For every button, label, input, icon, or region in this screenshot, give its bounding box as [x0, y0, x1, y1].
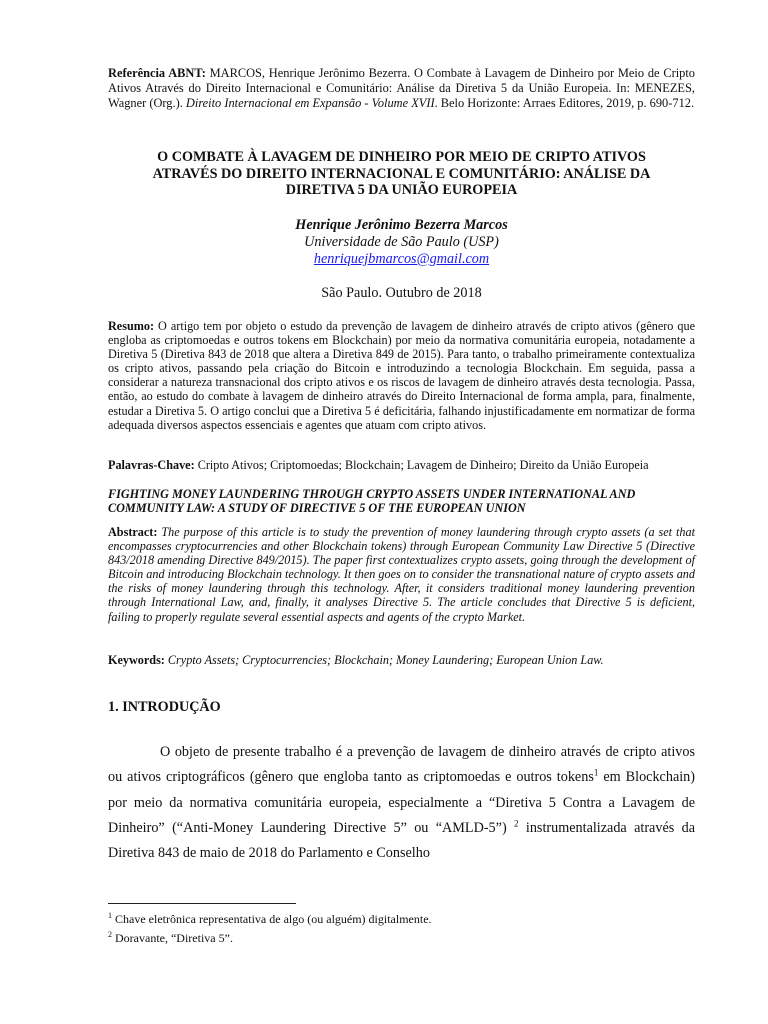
intro-text: O objeto de presente trabalho é a prevenção de lavagem de dinheiro através de cripto ativos ou ativos criptográficos (gênero que engloba tanto as criptomoedas e outros tokens [108, 744, 695, 786]
english-title-line: COMMUNITY LAW: A STUDY OF DIRECTIVE 5 OF THE EUROPEAN UNION [108, 500, 526, 515]
abnt-reference-publisher: . Belo Horizonte: Arraes Editores, 2019, p. 690-712. [434, 96, 695, 110]
intro-text: em Blockchain) por meio da normativa comunitária europeia, especialmente a “Diretiva 5 Contra a Lavagem de Dinheiro” (“Anti-Money Laundering Directive 5” ou “AMLD-5”) [108, 769, 696, 836]
abnt-reference-text: MARCOS, Henrique Jerônimo Bezerra. O Combate à Lavagem de Dinheiro por Meio de Cripto Ativos Através do Direito Internacional e Comunitário: Análise da Diretiva 5 da União Europeia. In: MENEZES, Wagner (Org.). [108, 66, 695, 110]
article-title-line: DIRETIVA 5 DA UNIÃO EUROPEIA [285, 182, 518, 198]
keywords-label: Keywords: [108, 653, 165, 667]
place-date: São Paulo. Outubro de 2018 [321, 285, 482, 301]
footnote-separator [108, 903, 296, 904]
footnote-number: 2 [108, 930, 112, 939]
author-name: Henrique Jerônimo Bezerra Marcos [295, 217, 508, 233]
resumo-text: O artigo tem por objeto o estudo da prevenção de lavagem de dinheiro através de cripto ativos (gênero que engloba as criptomoedas e outros tokens em Blockchain) por meio da normativa comunitária europeia, notadamente a Diretiva 5 (Diretiva 843 de 2018 que altera a Diretiva 849 de 2015). Para tanto, o trabalho primeiramente contextualiza os cripto ativos, passando pela criação do Bitcoin e introduzindo a tecnologia Blockchain. Em seguida, passa a considerar a natureza transnacional dos cripto ativos e os riscos de lavagem de dinheiro através desta tecnologia. Passa, então, ao estudo do combate à lavagem de dinheiro através do Direito Internacional de forma ampla, para, finalmente, estudar a Diretiva 5. O artigo conclui que a Diretiva 5 é deficitária, falhando injustificadamente em normatizar de forma adequada diversos aspectos essenciais e agentes que atuam com cripto ativos. [108, 319, 695, 432]
resumo-paragraph [108, 319, 695, 432]
palavras-chave-text: Cripto Ativos; Criptomoedas; Blockchain; Lavagem de Dinheiro; Direito da União Europeia [194, 458, 649, 472]
abnt-reference [108, 66, 695, 111]
abstract-label: Abstract: [108, 525, 158, 539]
footnote-ref-2[interactable]: 2 [514, 818, 519, 829]
footnote-text: Doravante, “Diretiva 5”. [112, 931, 233, 945]
palavras-chave-label: Palavras-Chave: [108, 458, 195, 472]
intro-text: instrumentalizada através da Diretiva 843 de maio de 2018 do Parlamento e Conselho [108, 819, 695, 862]
footnote-text: Chave eletrônica representativa de algo (ou alguém) digitalmente. [112, 912, 432, 926]
english-title-line: FIGHTING MONEY LAUNDERING THROUGH CRYPTO ASSETS UNDER INTERNATIONAL AND [108, 487, 636, 501]
author-email-link[interactable]: henriquejbmarcos@gmail.com [313, 251, 490, 267]
footnote-ref-1[interactable]: 1 [593, 767, 599, 778]
footnote [108, 908, 695, 927]
author-block [108, 217, 695, 268]
abstract-paragraph [108, 525, 695, 624]
footnotes [108, 908, 695, 946]
section-heading: 1. INTRODUÇÃO [108, 699, 221, 715]
keywords [108, 653, 695, 668]
article-title-line: ATRAVÉS DO DIREITO INTERNACIONAL E COMUNITÁRIO: ANÁLISE DA [152, 165, 651, 182]
resumo-label: Resumo: [108, 319, 155, 333]
english-title [108, 488, 695, 515]
author-institution: Universidade de São Paulo (USP) [304, 234, 499, 250]
footnote [108, 927, 695, 946]
intro-paragraph [108, 740, 695, 866]
abnt-reference-book-title: Direito Internacional em Expansão - Volume XVII [185, 96, 435, 110]
abnt-reference-label: Referência ABNT: [108, 66, 206, 80]
footnote-number: 1 [108, 911, 112, 920]
palavras-chave [108, 458, 695, 473]
abstract-text: The purpose of this article is to study the prevention of money laundering through crypto assets (a set that encompasses cryptocurrencies and other Blockchain tokens) through European Community Law Directive 5 (Directive 843/2018 amending Directive 849/2015). The paper first contextualizes crypto assets, going through the development of Bitcoin and introducing Blockchain technology. It then goes on to consider the transnational nature of crypto assets and the risks of money laundering through this technology. After, it considers traditional money laundering prevention through International Law, and, finally, it analyses Directive 5. The article concludes that Directive 5 is deficient, failing to properly regulate several essential aspects and agents of the crypto Market. [108, 525, 695, 624]
article-title [108, 149, 695, 199]
keywords-text: Crypto Assets; Cryptocurrencies; Blockchain; Money Laundering; European Union Law. [164, 653, 604, 667]
article-title-line: O COMBATE À LAVAGEM DE DINHEIRO POR MEIO DE CRIPTO ATIVOS [157, 149, 646, 165]
